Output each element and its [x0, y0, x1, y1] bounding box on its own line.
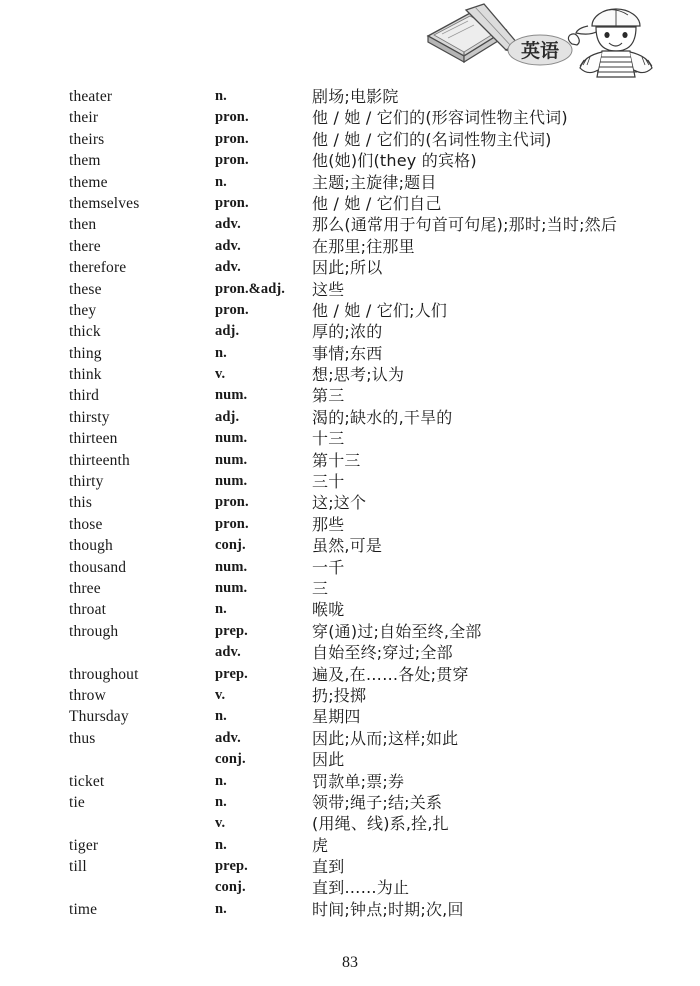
entry-part-of-speech: pron. — [215, 515, 249, 532]
entry-definition: 三 — [312, 578, 329, 598]
page-header — [0, 0, 700, 84]
entry-part-of-speech: pron. — [215, 494, 249, 511]
entry-part-of-speech: pron. — [215, 152, 249, 169]
glossary-table — [0, 86, 700, 920]
glossary-entry-row — [0, 193, 700, 214]
glossary-entry-row — [0, 492, 700, 513]
entry-word: thus — [69, 729, 96, 747]
entry-part-of-speech: pron. — [215, 109, 249, 126]
entry-definition: 在那里;往那里 — [312, 236, 415, 256]
entry-word: think — [69, 366, 102, 384]
entry-part-of-speech: adj. — [215, 408, 240, 425]
glossary-entry-row — [0, 129, 700, 150]
entry-part-of-speech: adv. — [215, 216, 241, 233]
entry-part-of-speech: v. — [215, 815, 226, 832]
glossary-entry-row — [0, 856, 700, 877]
entry-part-of-speech: prep. — [215, 665, 248, 682]
entry-part-of-speech: conj. — [215, 537, 246, 554]
speech-bubble — [508, 35, 572, 65]
entry-definition: 厚的;浓的 — [312, 322, 383, 342]
entry-word: theme — [69, 173, 108, 191]
entry-part-of-speech: n. — [215, 772, 227, 789]
entry-definition: 十三 — [312, 429, 345, 449]
entry-part-of-speech: n. — [215, 601, 227, 618]
glossary-entry-row — [0, 86, 700, 107]
entry-definition: 自始至终;穿过;全部 — [312, 643, 453, 663]
glossary-entry-row — [0, 771, 700, 792]
glossary-entry-row — [0, 685, 700, 706]
entry-definition: 这;这个 — [312, 493, 367, 513]
entry-word: ticket — [69, 772, 105, 790]
entry-definition: 遍及,在……各处;贯穿 — [312, 664, 469, 684]
entry-word: Thursday — [69, 708, 129, 726]
glossary-entry-row — [0, 642, 700, 663]
entry-definition: 直到……为止 — [312, 878, 410, 898]
entry-definition: 虎 — [312, 835, 329, 855]
entry-part-of-speech: n. — [215, 708, 227, 725]
entry-word: thirteenth — [69, 451, 130, 469]
entry-definition: 星期四 — [312, 707, 361, 727]
glossary-entry-row — [0, 236, 700, 257]
entry-word: though — [69, 537, 113, 555]
entry-part-of-speech: prep. — [215, 622, 248, 639]
entry-word: through — [69, 622, 119, 640]
glossary-entry-row — [0, 599, 700, 620]
entry-part-of-speech: adj. — [215, 323, 240, 340]
entry-definition: 这些 — [312, 279, 345, 299]
glossary-entry-row — [0, 621, 700, 642]
entry-part-of-speech: conj. — [215, 879, 246, 896]
entry-part-of-speech: num. — [215, 430, 248, 447]
glossary-entry-row — [0, 835, 700, 856]
entry-part-of-speech: adv. — [215, 729, 241, 746]
glossary-entry-row — [0, 257, 700, 278]
speech-bubble-text: 英语 — [520, 40, 560, 62]
entry-definition: 领带;绳子;结;关系 — [312, 792, 443, 812]
entry-definition: 扔;投掷 — [312, 685, 367, 705]
entry-definition: 穿(通)过;自始至终,全部 — [312, 621, 482, 641]
glossary-entry-row — [0, 172, 700, 193]
glossary-entry-row — [0, 343, 700, 364]
entry-part-of-speech: num. — [215, 558, 248, 575]
entry-word: time — [69, 900, 98, 918]
glossary-entry-row — [0, 578, 700, 599]
entry-definition: 事情;东西 — [312, 343, 383, 363]
entry-definition: 他 / 她 / 它们自己 — [312, 193, 442, 213]
glossary-entry-row — [0, 300, 700, 321]
glossary-entry-row — [0, 107, 700, 128]
entry-definition: 那么(通常用于句首可句尾);那时;当时;然后 — [312, 215, 618, 235]
entry-definition: 第三 — [312, 386, 345, 406]
glossary-entry-row — [0, 385, 700, 406]
entry-part-of-speech: pron. — [215, 194, 249, 211]
entry-definition: 他(她)们(they 的宾格) — [312, 151, 477, 171]
entry-word: thirsty — [69, 408, 110, 426]
glossary-entry-row — [0, 749, 700, 770]
entry-word: thousand — [69, 558, 127, 576]
entry-word: this — [69, 494, 92, 512]
entry-part-of-speech: num. — [215, 473, 248, 490]
entry-word: three — [69, 579, 101, 597]
entry-word: thick — [69, 323, 101, 341]
entry-word: they — [69, 301, 97, 319]
entry-definition: 罚款单;票;券 — [312, 771, 405, 791]
entry-word: throughout — [69, 665, 139, 683]
entry-definition: 主题;主旋律;题目 — [312, 172, 437, 192]
entry-definition: 三十 — [312, 472, 345, 492]
entry-word: thirteen — [69, 430, 118, 448]
glossary-entry-row — [0, 664, 700, 685]
entry-part-of-speech: n. — [215, 836, 227, 853]
entry-word: tiger — [69, 836, 99, 854]
glossary-entry-row — [0, 450, 700, 471]
entry-word: these — [69, 280, 102, 298]
entry-definition: 喉咙 — [312, 600, 345, 620]
glossary-entry-row — [0, 471, 700, 492]
entry-part-of-speech: num. — [215, 451, 248, 468]
entry-definition: 因此;从而;这样;如此 — [312, 728, 459, 748]
glossary-entry-row — [0, 792, 700, 813]
glossary-entry-row — [0, 321, 700, 342]
entry-word: throat — [69, 601, 107, 619]
entry-definition: 因此;所以 — [312, 258, 383, 278]
entry-part-of-speech: num. — [215, 387, 248, 404]
glossary-entry-row — [0, 557, 700, 578]
glossary-entry-row — [0, 899, 700, 920]
page-number: 83 — [342, 954, 358, 971]
entry-word: those — [69, 515, 103, 533]
entry-part-of-speech: n. — [215, 900, 227, 917]
entry-word: there — [69, 237, 101, 255]
glossary-entry-row — [0, 279, 700, 300]
entry-part-of-speech: adv. — [215, 237, 241, 254]
entry-definition: 渴的;缺水的,干旱的 — [312, 407, 453, 427]
entry-word: theater — [69, 88, 113, 105]
entry-definition: 时间;钟点;时期;次,回 — [312, 899, 464, 919]
entry-word: throw — [69, 686, 106, 704]
entry-part-of-speech: n. — [215, 88, 227, 104]
page-footer — [0, 954, 700, 972]
entry-word: thing — [69, 344, 102, 362]
entry-part-of-speech: n. — [215, 173, 227, 190]
entry-part-of-speech: prep. — [215, 858, 248, 875]
entry-part-of-speech: v. — [215, 366, 226, 383]
glossary-entry-row — [0, 813, 700, 834]
glossary-entry-row — [0, 407, 700, 428]
entry-word: tie — [69, 793, 85, 811]
glossary-entry-row — [0, 535, 700, 556]
glossary-entry-row — [0, 877, 700, 898]
header-illustration — [420, 0, 670, 80]
glossary-entry-row — [0, 150, 700, 171]
entry-word: third — [69, 387, 100, 405]
entry-definition: 他 / 她 / 它们的(名词性物主代词) — [312, 129, 552, 149]
entry-part-of-speech: adv. — [215, 644, 241, 661]
glossary-entry-row — [0, 364, 700, 385]
entry-word: then — [69, 216, 97, 234]
entry-word: their — [69, 109, 99, 127]
entry-definition: 那些 — [312, 514, 345, 534]
entry-definition: 剧场;电影院 — [312, 87, 399, 106]
glossary-entry-row — [0, 706, 700, 727]
entry-part-of-speech: num. — [215, 579, 248, 596]
entry-part-of-speech: n. — [215, 344, 227, 361]
entry-part-of-speech: conj. — [215, 751, 246, 768]
entry-definition: 他 / 她 / 它们的(形容词性物主代词) — [312, 108, 568, 128]
glossary-entry-row — [0, 214, 700, 235]
glossary-entry-row — [0, 514, 700, 535]
entry-definition: 想;思考;认为 — [312, 365, 405, 385]
entry-word: thirty — [69, 473, 104, 491]
entry-word: themselves — [69, 194, 140, 212]
glossary-entry-row — [0, 728, 700, 749]
entry-word: them — [69, 152, 101, 170]
entry-definition: (用绳、线)系,拴,扎 — [312, 814, 449, 834]
entry-definition: 一千 — [312, 557, 345, 577]
entry-part-of-speech: n. — [215, 793, 227, 810]
entry-definition: 虽然,可是 — [312, 536, 383, 556]
entry-word: therefore — [69, 259, 127, 277]
entry-word: theirs — [69, 130, 105, 148]
entry-part-of-speech: pron. — [215, 130, 249, 147]
entry-part-of-speech: pron. — [215, 301, 249, 318]
entry-part-of-speech: adv. — [215, 259, 241, 276]
entry-part-of-speech: v. — [215, 686, 226, 703]
entry-definition: 他 / 她 / 它们;人们 — [312, 300, 448, 320]
entry-definition: 因此 — [312, 750, 345, 770]
entry-definition: 直到 — [312, 857, 345, 877]
glossary-entry-row — [0, 428, 700, 449]
entry-word: till — [69, 858, 87, 876]
boy-with-cap-icon — [568, 9, 652, 77]
entry-part-of-speech: pron.&adj. — [215, 280, 286, 297]
entry-definition: 第十三 — [312, 450, 361, 470]
